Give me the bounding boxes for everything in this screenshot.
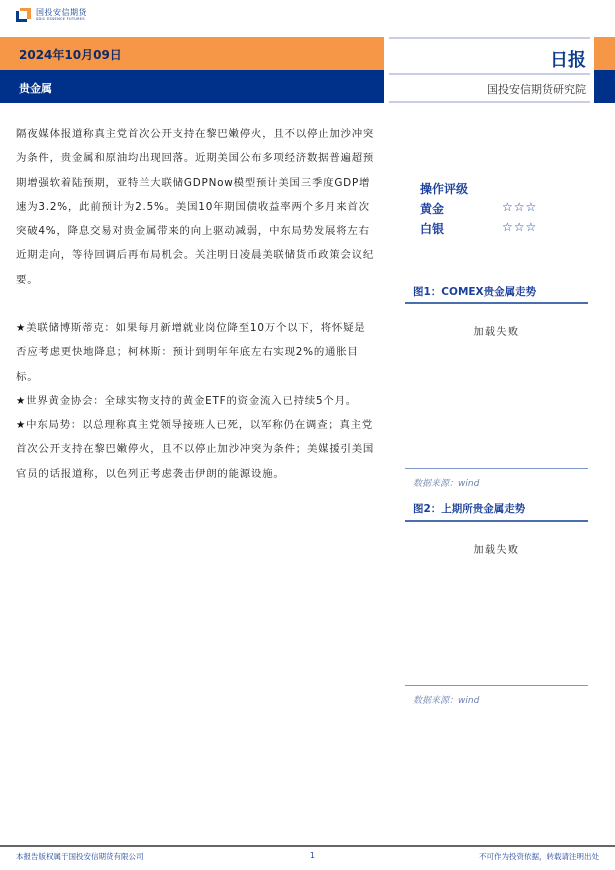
rating-name: 白银 — [420, 222, 445, 236]
star-bullet-icon: ★ — [16, 322, 27, 334]
news-item — [16, 389, 376, 413]
institute-name: 国投安信期货研究院 — [487, 83, 586, 96]
news-text: 世界黄金协会：全球实物支持的黄金ETF的资金流入已持续5个月。 — [26, 394, 357, 407]
figure-1-top-rule — [405, 302, 588, 304]
summary-paragraph: 隔夜媒体报道称真主党首次公开支持在黎巴嫩停火，且不以停止加沙冲突为条件，贵金属和原油均出现回落。近期美国公布多项经济数据普遍超预期增强软着陆预期，亚特兰大联储GDPNow模型预计美国三季度GDP增速为3.2%，此前预计为2.5%。美国10年期国债收益率两个多月来首次突破4%，降息交易对贵金属带来的向上驱动减弱，中东局势发展将左右近期走向，等待回调后再布局机会。关注明日凌晨美联储货币政策会议纪要。 — [16, 128, 375, 286]
news-list — [16, 316, 376, 486]
divider — [389, 101, 590, 103]
date-band-right — [594, 37, 615, 70]
figure-2-top-rule — [405, 520, 588, 522]
rating-row-silver — [420, 220, 537, 240]
divider — [389, 73, 590, 75]
divider — [389, 37, 590, 39]
report-date: 2024年10月09日 — [19, 48, 122, 62]
rating-name: 黄金 — [420, 202, 445, 216]
rating-row-gold — [420, 200, 537, 220]
report-category: 贵金属 — [19, 82, 52, 95]
news-text: 美联储博斯蒂克：如果每月新增就业岗位降至10万个以下，将怀疑是否应考虑更快地降息；柯林斯：预计到明年年底左右实现2%的通胀目标。 — [16, 322, 366, 383]
rating-panel — [420, 180, 537, 240]
news-item — [16, 316, 376, 389]
rating-title: 操作评级 — [420, 182, 469, 196]
footer-disclaimer: 不可作为投资依据，转载请注明出处 — [479, 852, 599, 861]
logo-icon — [16, 8, 31, 23]
category-band — [0, 70, 384, 103]
star-rating-icon: ☆☆☆ — [502, 200, 538, 214]
figure-2-title: 图2：上期所贵金属走势 — [413, 503, 526, 515]
figure-1-title: 图1：COMEX贵金属走势 — [413, 286, 537, 298]
page-number: 1 — [310, 851, 315, 860]
figure-2-image-placeholder: 加载失败 — [473, 545, 520, 556]
logo-en-text: SDIC ESSENCE FUTURES — [36, 17, 85, 22]
figure-1-bottom-rule — [405, 468, 588, 469]
news-item — [16, 413, 376, 486]
market-summary — [16, 122, 376, 292]
star-bullet-icon: ★ — [16, 394, 27, 407]
figure-2-bottom-rule — [405, 685, 588, 686]
company-logo — [16, 8, 87, 23]
figure-2-source: 数据来源：wind — [413, 696, 480, 706]
report-header-box — [389, 37, 590, 103]
footer-rule — [0, 845, 615, 847]
footer-copyright: 本报告版权属于国投安信期货有限公司 — [16, 852, 144, 861]
logo-cn-text: 国投安信期货 — [36, 8, 87, 18]
news-text: 中东局势：以总理称真主党领导接班人已死，以军称仍在调查；真主党首次公开支持在黎巴嫩停火，且不以停止加沙冲突为条件；美媒援引美国官员的话报道称，以色列正考虑袭击伊朗的能源设施。 — [16, 419, 375, 480]
star-bullet-icon: ★ — [16, 419, 27, 432]
star-rating-icon: ☆☆☆ — [502, 220, 538, 234]
category-band-right — [594, 70, 615, 103]
figure-1-source: 数据来源：wind — [413, 479, 480, 489]
report-type: 日报 — [550, 50, 586, 71]
figure-1-image-placeholder: 加载失败 — [473, 327, 520, 338]
